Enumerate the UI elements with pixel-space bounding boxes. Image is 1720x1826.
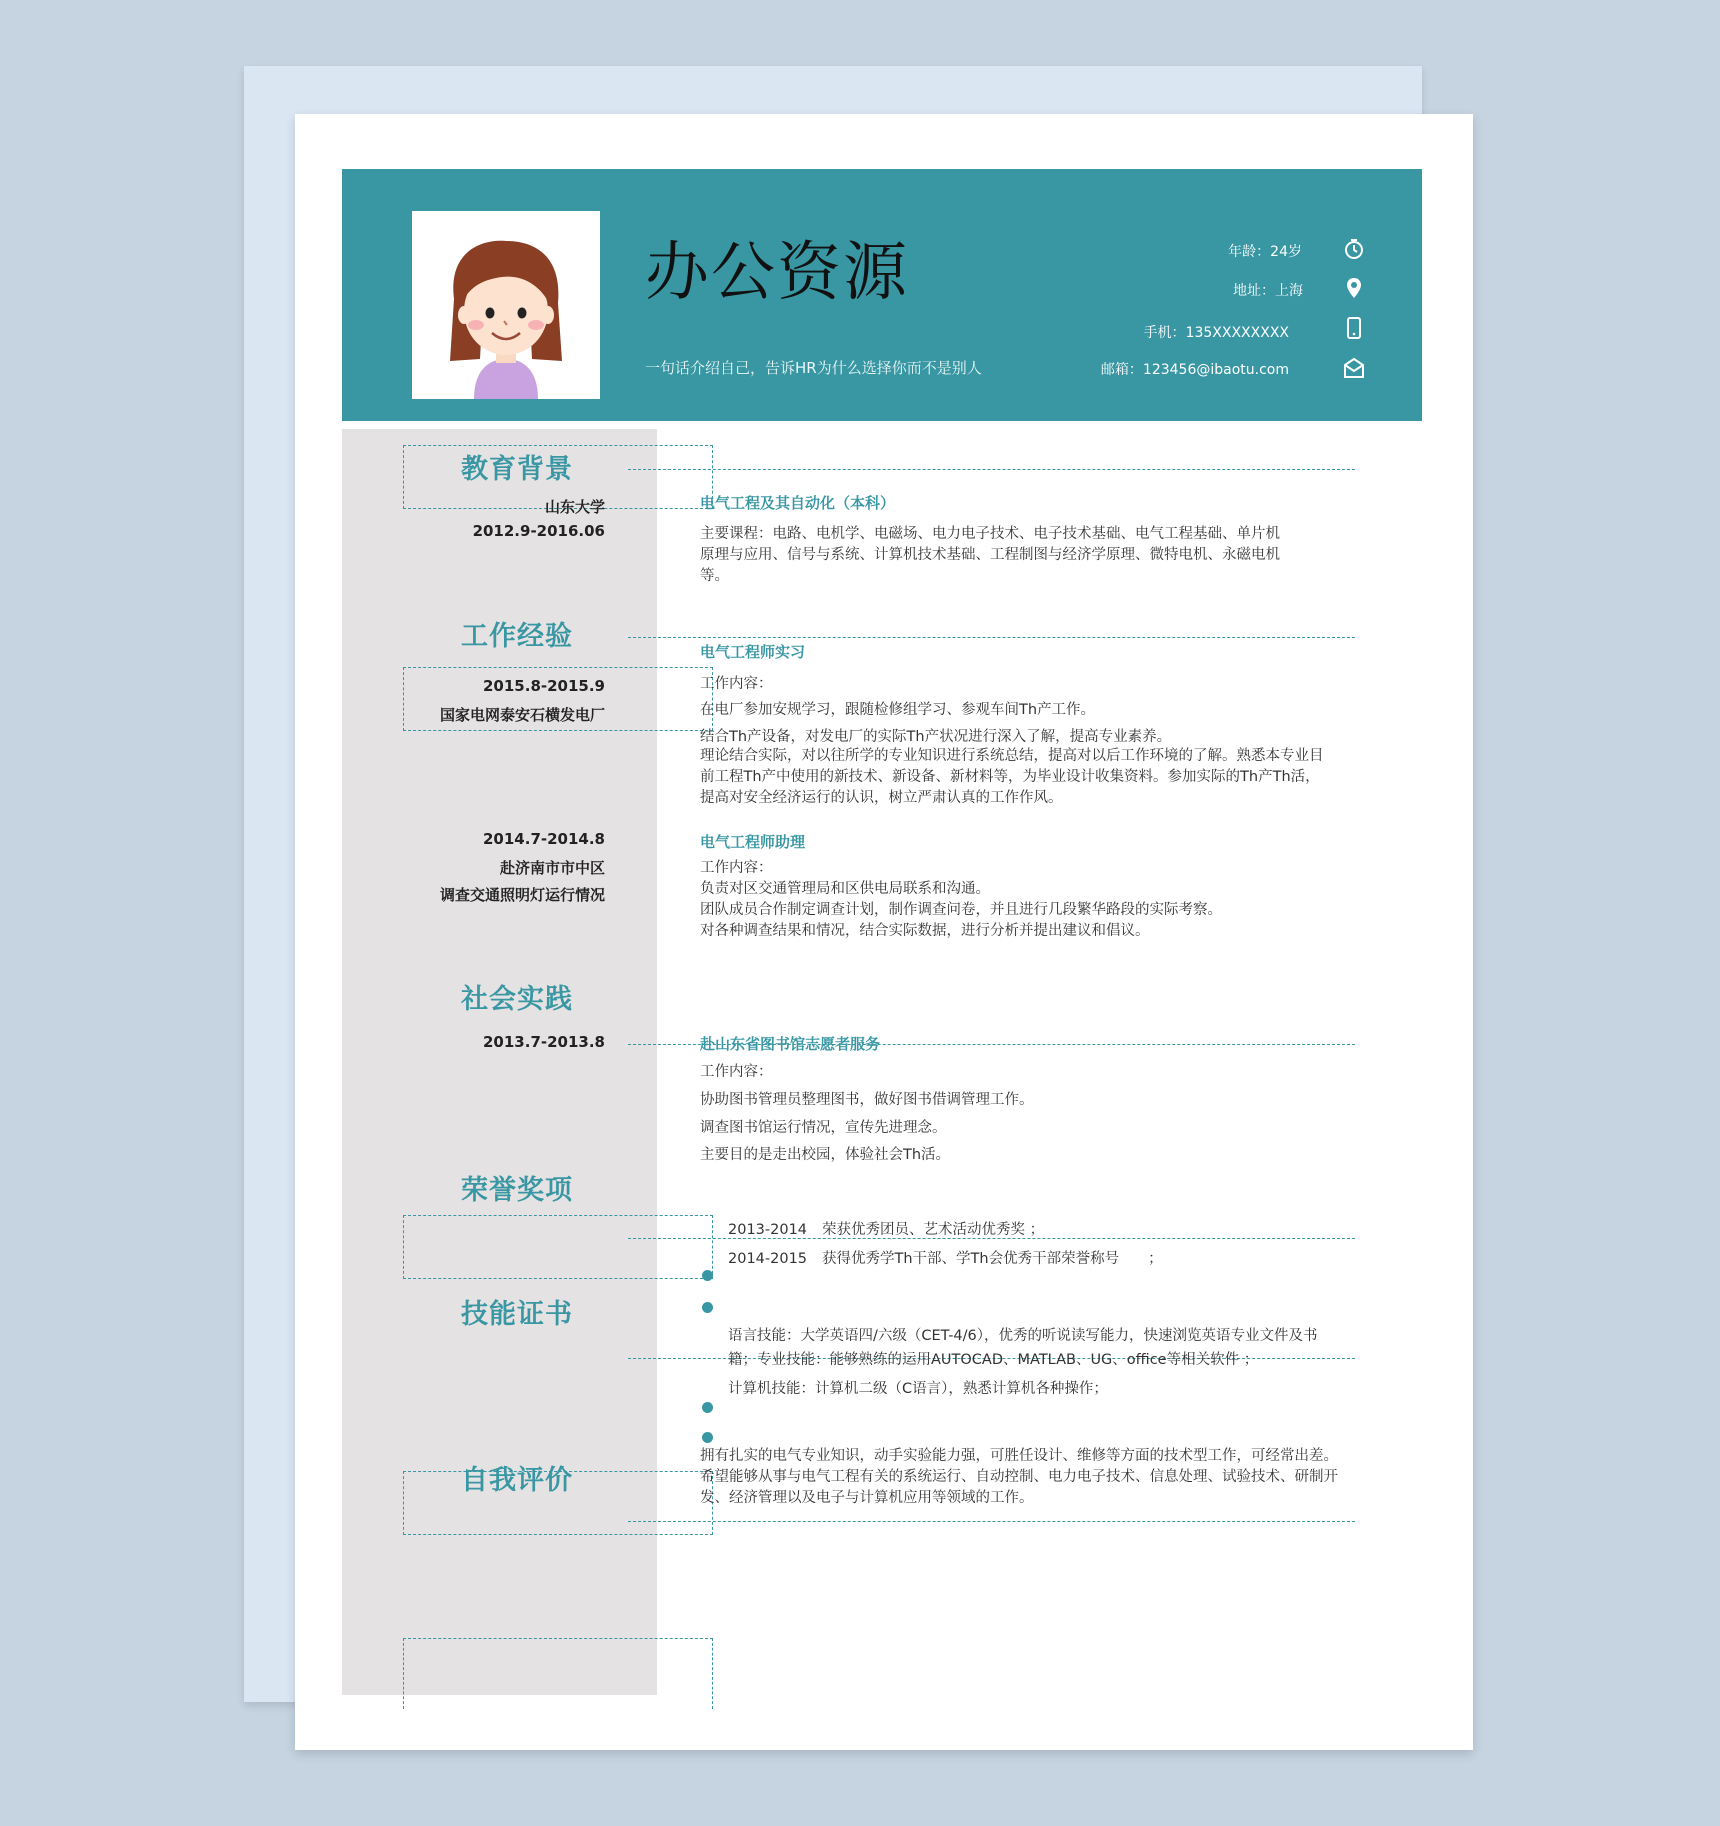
bullet-dot xyxy=(702,1302,713,1313)
job-line: 负责对区交通管理局和区供电局联系和沟通。 xyxy=(700,881,990,897)
job-org: 赴济南市市中区 xyxy=(499,859,605,877)
email-text: 邮箱：123456@ibaotu.com xyxy=(1100,362,1289,378)
mail-icon xyxy=(1342,356,1366,380)
work-title: 工作经验 xyxy=(461,621,573,652)
job-line: 团队成员合作制定调查计划，制作调查问卷，并且进行几段繁华路段的实际考察。 xyxy=(700,902,1222,918)
job-line: 工作内容： xyxy=(700,676,773,692)
phone-text: 手机：135XXXXXXXX xyxy=(1143,325,1289,341)
resume-page xyxy=(295,114,1473,1750)
divider xyxy=(628,1521,1355,1522)
job-line: 在电厂参加安规学习，跟随检修组学习、参观车间Th产工作。 xyxy=(700,702,1096,718)
job-period: 2014.7-2014.8 xyxy=(483,830,605,848)
age-text: 年龄：24岁 xyxy=(1228,244,1302,260)
education-period: 2012.9-2016.06 xyxy=(472,522,605,540)
award-item xyxy=(728,1218,1044,1239)
job-position: 电气工程师实习 xyxy=(700,643,806,661)
social-line: 主要目的是走出校园，体验社会Th活。 xyxy=(700,1147,951,1163)
skills-title: 技能证书 xyxy=(461,1299,573,1330)
candidate-name: 办公资源 xyxy=(645,236,909,310)
self-eval-title: 自我评价 xyxy=(461,1465,573,1496)
location-pin-icon xyxy=(1342,276,1366,300)
education-major: 电气工程及其自动化（本科） xyxy=(700,494,896,512)
social-title: 社会实践 xyxy=(461,984,573,1015)
phone-icon xyxy=(1342,316,1366,340)
avatar-illustration-icon xyxy=(412,211,600,399)
dashed-frame xyxy=(403,1638,713,1709)
job-org: 国家电网泰安石横发电厂 xyxy=(439,706,605,724)
job-position: 电气工程师助理 xyxy=(700,833,806,851)
job-paragraph: 理论结合实际，对以往所学的专业知识进行系统总结，提高对以后工作环境的了解。熟悉本专业目前工程Th产中使用的新技术、新设备、新材料等，为毕业设计收集资料。参加实际的Th产Th活，提高对安全经济运行的认识，树立严肃认真的工作作风。 xyxy=(700,748,1324,806)
avatar xyxy=(412,211,600,399)
award-item xyxy=(728,1247,1163,1268)
clock-icon xyxy=(1342,237,1366,261)
social-period: 2013.7-2013.8 xyxy=(483,1033,605,1051)
award-text: 获得优秀学Th干部、学Th会优秀干部荣誉称号 ； xyxy=(822,1251,1163,1267)
divider xyxy=(628,469,1355,470)
bullet-dot xyxy=(702,1432,713,1443)
job-line: 结合Th产设备，对发电厂的实际Th产状况进行深入了解，提高专业素养。 xyxy=(700,729,1172,745)
skills-computer: 计算机技能：计算机二级（C语言），熟悉计算机各种操作； xyxy=(728,1381,1108,1397)
bullet-dot xyxy=(702,1402,713,1413)
social-line: 工作内容： xyxy=(700,1064,773,1080)
social-line: 调查图书馆运行情况，宣传先进理念。 xyxy=(700,1120,947,1136)
dashed-frame xyxy=(403,1215,713,1279)
honors-title: 荣誉奖项 xyxy=(461,1175,573,1206)
social-position: 赴山东省图书馆志愿者服务 xyxy=(700,1035,881,1053)
job-line: 对各种调查结果和情况，结合实际数据，进行分析并提出建议和倡议。 xyxy=(700,923,1150,939)
award-text: 荣获优秀团员、艺术活动优秀奖 ； xyxy=(822,1222,1045,1238)
education-courses: 主要课程：电路、电机学、电磁场、电力电子技术、电子技术基础、电气工程基础、单片机原理与应用、信号与系统、计算机技术基础、工程制图与经济学原理、微特电机、永磁电机等。 xyxy=(700,526,1280,584)
tagline: 一句话介绍自己，告诉HR为什么选择你而不是别人 xyxy=(645,359,982,377)
job-line: 工作内容： xyxy=(700,860,773,876)
job-org: 调查交通照明灯运行情况 xyxy=(439,886,605,904)
social-line: 协助图书管理员整理图书，做好图书借调管理工作。 xyxy=(700,1092,1034,1108)
bullet-dot xyxy=(702,1270,713,1281)
resume-header xyxy=(342,169,1422,421)
self-eval-text: 拥有扎实的电气专业知识，动手实验能力强，可胜任设计、维修等方面的技术型工作，可经常出差。希望能够从事与电气工程有关的系统运行、自动控制、电力电子技术、信息处理、试验技术、研制开发、经济管理以及电子与计算机应用等领域的工作。 xyxy=(700,1448,1338,1506)
award-year: 2013-2014 xyxy=(728,1222,808,1238)
address-text: 地址：上海 xyxy=(1233,283,1303,299)
divider xyxy=(628,637,1355,638)
job-period: 2015.8-2015.9 xyxy=(483,677,605,695)
education-title: 教育背景 xyxy=(461,454,573,485)
education-school: 山东大学 xyxy=(544,498,605,516)
award-year: 2014-2015 xyxy=(728,1251,808,1267)
skills-language: 语言技能：大学英语四/六级（CET-4/6），优秀的听说读写能力，快速浏览英语专业文件及书籍；专业技能：能够熟练的运用AUTOCAD、MATLAB、UG、office等相关软件 ； xyxy=(728,1328,1318,1368)
